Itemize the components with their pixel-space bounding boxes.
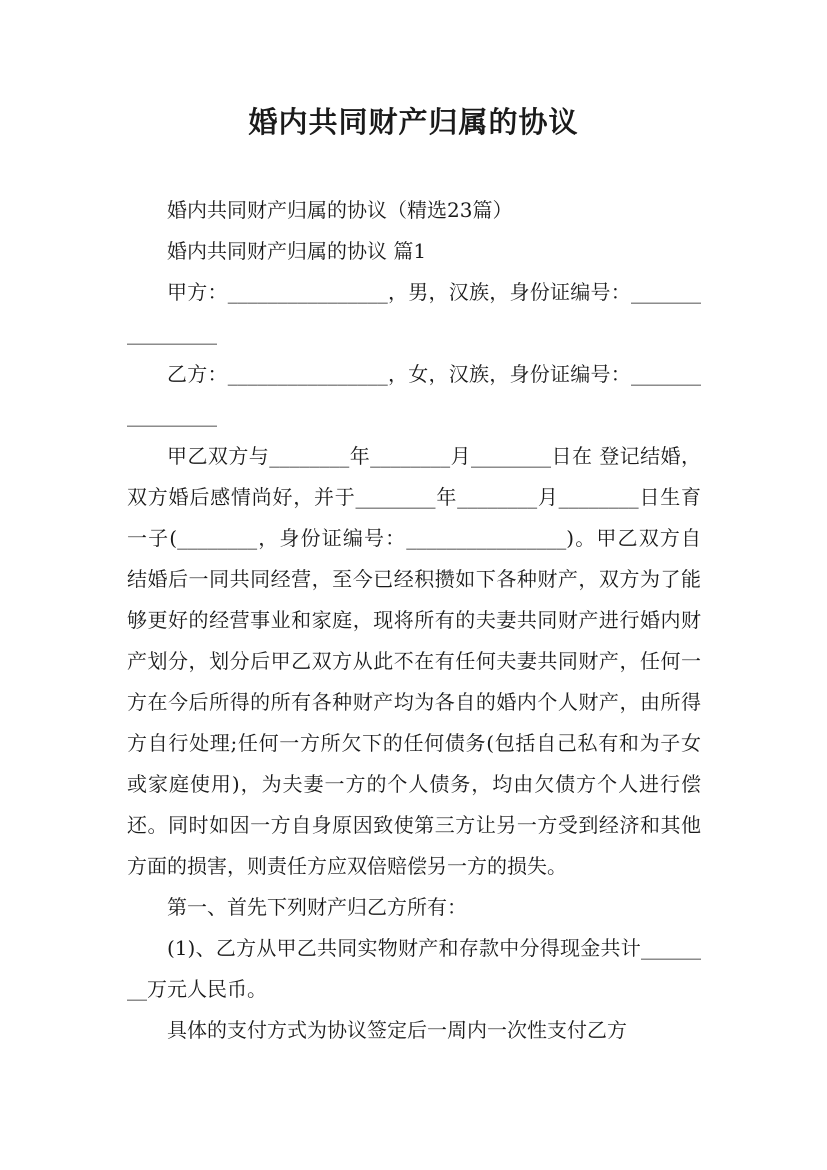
clause-heading-first: 第一、首先下列财产归乙方所有： xyxy=(167,895,467,919)
party-b-line: 乙方：________________，女，汉族，身份证编号：________________ xyxy=(127,362,701,427)
clause-item-1: (1)、乙方从甲乙共同实物财产和存款中分得现金共计________万元人民币。 xyxy=(127,936,701,1001)
document-body xyxy=(127,190,701,1051)
preamble-paragraph: 甲乙双方与________年________月________日在 登记结婚，双方婚后感情尚好，并于________年________月________日生育一子(________，身份证编号：________________)。甲乙双方自结婚后一同共同经营，至今已经积攒如下各种财产，双方为了能够更好的经营事业和家庭，现将所有的夫妻共同财产进行婚内财产划分，划分后甲乙双方从此不在有任何夫妻共同财产，任何一方在今后所得的所有各种财产均为各自的婚内个人财产，由所得方自行处理;任何一方所欠下的任何债务(包括自己私有和为子女或家庭使用)，为夫妻一方的个人债务，均由欠债方个人进行偿还。同时如因一方自身原因致使第三方让另一方受到经济和其他方面的损害，则责任方应双倍赔偿另一方的损失。 xyxy=(127,444,701,878)
payment-method-paragraph: 具体的支付方式为协议签定后一周内一次性支付乙方 xyxy=(167,1018,627,1042)
section-heading: 婚内共同财产归属的协议 篇1 xyxy=(167,239,427,263)
party-a-line: 甲方：________________，男，汉族，身份证编号：________________ xyxy=(127,280,701,345)
document-title: 婚内共同财产归属的协议 xyxy=(248,105,579,139)
subtitle-collection: 婚内共同财产归属的协议（精选23篇） xyxy=(167,198,513,222)
